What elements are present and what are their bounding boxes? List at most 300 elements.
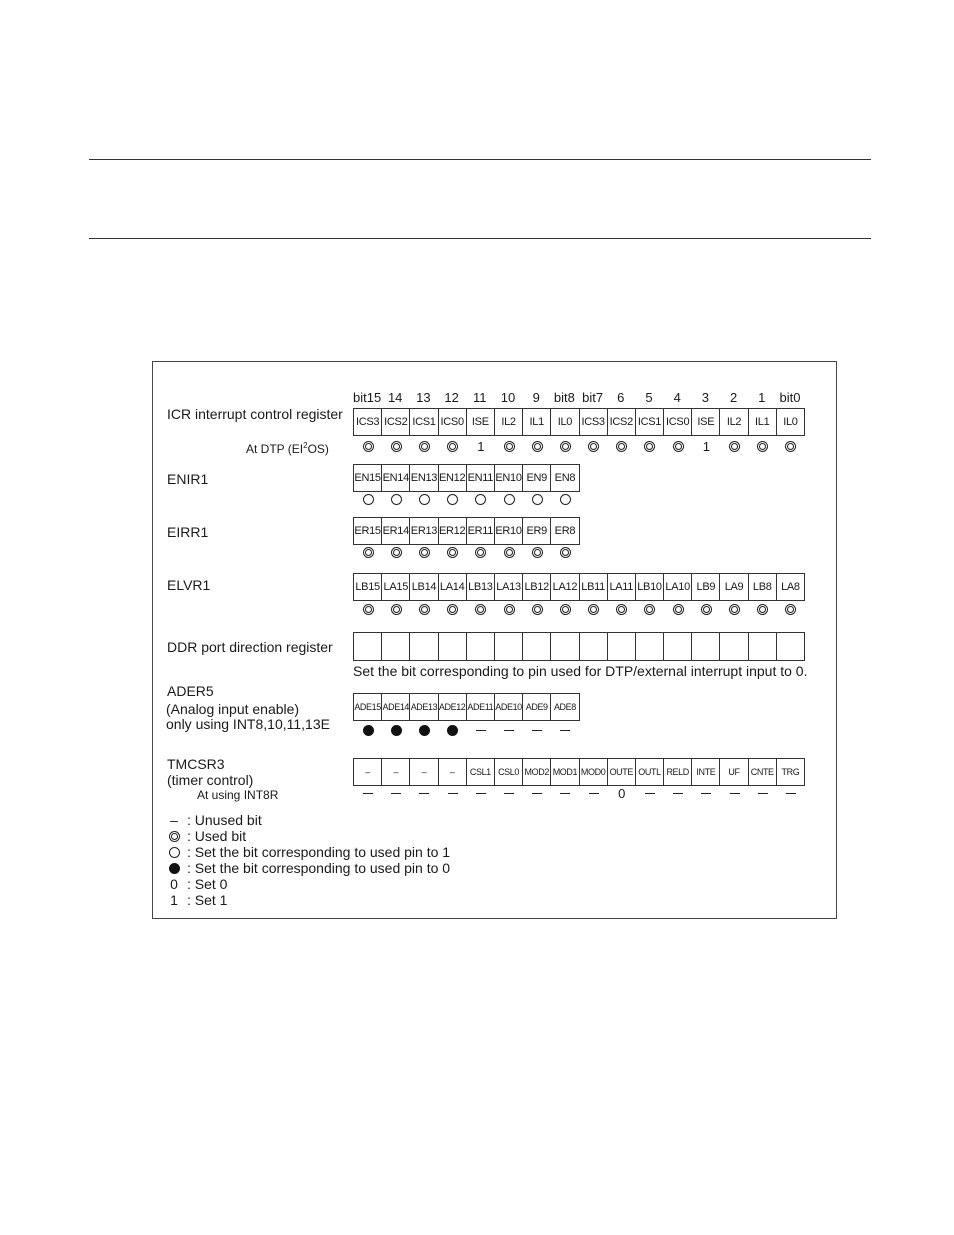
dash-icon xyxy=(673,793,683,794)
elvr1-bit-cell: LA8 xyxy=(777,574,805,600)
used-bit-icon xyxy=(560,604,571,615)
legend-text: : Unused bit xyxy=(187,812,262,828)
eirr1-mark xyxy=(410,545,438,559)
used-bit-icon xyxy=(419,604,430,615)
used-bit-icon xyxy=(475,547,486,558)
enir1-mark xyxy=(354,492,382,506)
enir1-bit-cell: EN8 xyxy=(551,465,579,491)
used-bit-icon xyxy=(419,547,430,558)
used-bit-icon xyxy=(644,441,655,452)
tmcsr3-mark xyxy=(410,786,438,800)
enir1-mark xyxy=(382,492,410,506)
ader5-mark xyxy=(551,723,579,737)
icr-bit-cell: ICS0 xyxy=(439,409,467,435)
ddr-bit-cell xyxy=(495,633,523,660)
dash-icon xyxy=(758,793,768,794)
ddr-bit-cell xyxy=(608,633,636,660)
used-bit-icon xyxy=(673,441,684,452)
ader5-bit-cell: ADE9 xyxy=(523,694,551,720)
elvr1-bit-cell: LA15 xyxy=(382,574,410,600)
dash-icon xyxy=(589,793,599,794)
filled-circle-icon xyxy=(419,725,430,736)
filled-circle-icon xyxy=(363,725,374,736)
tmcsr3-mark xyxy=(382,786,410,800)
enir1-mark xyxy=(495,492,523,506)
legend-item xyxy=(167,876,227,892)
used-bit-icon xyxy=(363,604,374,615)
elvr1-bit-cell: LA13 xyxy=(495,574,523,600)
legend-symbol: – xyxy=(170,812,178,828)
open-circle-icon xyxy=(475,494,486,505)
dash-icon xyxy=(448,793,458,794)
icr-bit-cell: ICS1 xyxy=(636,409,664,435)
elvr1-mark xyxy=(523,602,551,616)
ddr-bit-cell xyxy=(551,633,579,660)
legend-text: : Set 0 xyxy=(187,876,228,892)
ader5-register xyxy=(353,693,580,721)
legend-item xyxy=(167,860,450,876)
elvr1-bit-cell: LB15 xyxy=(354,574,382,600)
tmcsr3-register xyxy=(353,758,805,786)
elvr1-bit-cell: LB14 xyxy=(410,574,438,600)
dash-icon xyxy=(476,730,486,731)
used-bit-icon xyxy=(560,441,571,452)
icr-mark xyxy=(636,439,664,453)
legend-item xyxy=(167,828,246,844)
tmcsr3-bit-cell: CNTE xyxy=(749,759,777,785)
icr-marks xyxy=(354,439,805,453)
ddr-bit-cell xyxy=(410,633,438,660)
elvr1-mark xyxy=(664,602,692,616)
ddr-bit-cell xyxy=(692,633,720,660)
elvr1-mark xyxy=(551,602,579,616)
tmcsr3-mark xyxy=(467,786,495,800)
enir1-mark xyxy=(439,492,467,506)
open-circle-icon xyxy=(169,847,180,858)
bit-number: 14 xyxy=(387,390,403,405)
enir1-bit-cell: EN9 xyxy=(523,465,551,491)
tmcsr3-bit-cell: CSL1 xyxy=(467,759,495,785)
elvr1-bit-cell: LA9 xyxy=(720,574,748,600)
icr-mark xyxy=(664,439,692,453)
eirr1-bit-cell: ER12 xyxy=(439,518,467,544)
ader5-mark xyxy=(495,723,523,737)
icr-bit-cell: IL2 xyxy=(720,409,748,435)
icr-mark xyxy=(354,439,382,453)
dash-icon xyxy=(363,793,373,794)
used-bit-icon xyxy=(673,604,684,615)
icr-bit-cell: ICS3 xyxy=(580,409,608,435)
icr-mark xyxy=(692,439,720,453)
tmcsr3-bit-cell: – xyxy=(382,759,410,785)
open-circle-icon xyxy=(447,494,458,505)
tmcsr3-sub1: (timer control) xyxy=(167,772,254,788)
ader5-mark xyxy=(354,723,382,737)
eirr1-mark xyxy=(495,545,523,559)
tmcsr3-marks xyxy=(354,786,805,800)
used-bit-icon xyxy=(616,604,627,615)
used-bit-icon xyxy=(729,604,740,615)
tmcsr3-mark xyxy=(692,786,720,800)
icr-mark xyxy=(382,439,410,453)
enir1-mark xyxy=(410,492,438,506)
ddr-bit-cell xyxy=(664,633,692,660)
used-bit-icon xyxy=(391,547,402,558)
elvr1-bit-cell: LA11 xyxy=(608,574,636,600)
dash-icon xyxy=(532,793,542,794)
eirr1-mark xyxy=(467,545,495,559)
bit-number: 11 xyxy=(473,390,487,405)
filled-circle-icon xyxy=(391,725,402,736)
bit-number: 2 xyxy=(729,390,738,405)
used-bit-icon xyxy=(504,441,515,452)
tmcsr3-bit-cell: INTE xyxy=(692,759,720,785)
eirr1-label: EIRR1 xyxy=(167,524,209,540)
dash-icon xyxy=(701,793,711,794)
open-circle-icon xyxy=(391,494,402,505)
enir1-bit-cell: EN15 xyxy=(354,465,382,491)
icr-bit-cell: ICS2 xyxy=(608,409,636,435)
tmcsr3-bit-cell: MOD2 xyxy=(523,759,551,785)
value-mark: 1 xyxy=(477,438,485,454)
used-bit-icon xyxy=(419,441,430,452)
legend-item xyxy=(167,812,262,828)
ddr-bit-cell xyxy=(523,633,551,660)
used-bit-icon xyxy=(447,604,458,615)
ddr-bit-cell xyxy=(354,633,382,660)
eirr1-bit-cell: ER8 xyxy=(551,518,579,544)
used-bit-icon xyxy=(447,441,458,452)
icr-mark xyxy=(749,439,777,453)
enir1-marks xyxy=(354,492,580,506)
enir1-mark xyxy=(523,492,551,506)
ader5-mark xyxy=(467,723,495,737)
ddr-bit-cell xyxy=(777,633,805,660)
tmcsr3-bit-cell: CSL0 xyxy=(495,759,523,785)
dash-icon xyxy=(560,793,570,794)
ader5-mark xyxy=(410,723,438,737)
legend-text: : Set the bit corresponding to used pin to 1 xyxy=(187,844,451,860)
icr-mark xyxy=(777,439,805,453)
ader5-bit-cell: ADE13 xyxy=(410,694,438,720)
elvr1-register xyxy=(353,573,805,601)
ader5-label: ADER5 xyxy=(167,683,214,699)
elvr1-mark xyxy=(692,602,720,616)
legend-item xyxy=(167,844,450,860)
used-bit-icon xyxy=(588,604,599,615)
tmcsr3-mark xyxy=(354,786,382,800)
tmcsr3-bit-cell: OUTL xyxy=(636,759,664,785)
eirr1-register xyxy=(353,517,580,545)
tmcsr3-mark xyxy=(664,786,692,800)
elvr1-bit-cell: LA12 xyxy=(551,574,579,600)
ddr-register xyxy=(353,632,805,661)
open-circle-icon xyxy=(419,494,430,505)
enir1-bit-cell: EN14 xyxy=(382,465,410,491)
used-bit-icon xyxy=(504,604,515,615)
eirr1-mark xyxy=(354,545,382,559)
elvr1-bit-cell: LB8 xyxy=(749,574,777,600)
tmcsr3-mark xyxy=(580,786,608,800)
enir1-bit-cell: EN11 xyxy=(467,465,495,491)
ader5-sub2: only using INT8,10,11,13E xyxy=(166,716,330,732)
elvr1-bit-cell: LB11 xyxy=(580,574,608,600)
open-circle-icon xyxy=(560,494,571,505)
icr-note xyxy=(246,439,329,456)
elvr1-mark xyxy=(608,602,636,616)
value-mark: 0 xyxy=(618,785,626,801)
icr-mark xyxy=(410,439,438,453)
icr-bit-cell: IL2 xyxy=(495,409,523,435)
bit-number: 12 xyxy=(444,390,459,405)
value-mark: 1 xyxy=(702,438,710,454)
ader5-bit-cell: ADE8 xyxy=(551,694,579,720)
eirr1-bit-cell: ER10 xyxy=(495,518,523,544)
used-bit-icon xyxy=(644,604,655,615)
ader5-bit-cell: ADE15 xyxy=(354,694,382,720)
tmcsr3-mark xyxy=(495,786,523,800)
used-bit-icon xyxy=(363,441,374,452)
icr-mark xyxy=(551,439,579,453)
enir1-mark xyxy=(551,492,579,506)
ddr-bit-cell xyxy=(382,633,410,660)
eirr1-mark xyxy=(551,545,579,559)
elvr1-mark xyxy=(749,602,777,616)
legend-symbol: 0 xyxy=(170,876,178,892)
icr-mark xyxy=(608,439,636,453)
used-bit-icon xyxy=(588,441,599,452)
elvr1-mark xyxy=(382,602,410,616)
eirr1-mark xyxy=(523,545,551,559)
ader5-sub1: (Analog input enable) xyxy=(166,701,300,717)
used-bit-icon xyxy=(475,604,486,615)
filled-circle-icon xyxy=(169,863,180,874)
ddr-label: DDR port direction register xyxy=(167,639,333,655)
ddr-note: Set the bit corresponding to pin used for DTP/external interrupt input to 0. xyxy=(353,663,808,679)
dash-icon xyxy=(730,793,740,794)
elvr1-bit-cell: LB10 xyxy=(636,574,664,600)
elvr1-mark xyxy=(720,602,748,616)
tmcsr3-bit-cell: MOD0 xyxy=(580,759,608,785)
dash-icon xyxy=(391,793,401,794)
bit-number: 1 xyxy=(758,390,766,405)
icr-bit-cell: ISE xyxy=(692,409,720,435)
elvr1-mark xyxy=(636,602,664,616)
eirr1-bit-cell: ER13 xyxy=(410,518,438,544)
bit-number: bit8 xyxy=(553,390,575,405)
elvr1-mark xyxy=(439,602,467,616)
used-bit-icon xyxy=(169,831,180,842)
legend-symbol: 1 xyxy=(170,892,178,908)
tmcsr3-mark xyxy=(439,786,467,800)
elvr1-mark xyxy=(354,602,382,616)
tmcsr3-mark xyxy=(749,786,777,800)
icr-bit-cell: IL0 xyxy=(551,409,579,435)
tmcsr3-bit-cell: MOD1 xyxy=(551,759,579,785)
elvr1-bit-cell: LA10 xyxy=(664,574,692,600)
ader5-bit-cell: ADE11 xyxy=(467,694,495,720)
legend-text: : Used bit xyxy=(187,828,247,844)
legend-item xyxy=(167,892,227,908)
used-bit-icon xyxy=(701,604,712,615)
tmcsr3-bit-cell: – xyxy=(354,759,382,785)
used-bit-icon xyxy=(785,604,796,615)
bit-number: 13 xyxy=(416,390,431,405)
icr-bit-cell: IL1 xyxy=(523,409,551,435)
used-bit-icon xyxy=(560,547,571,558)
icr-note-sup: 2 xyxy=(303,441,308,450)
eirr1-mark xyxy=(439,545,467,559)
dash-icon xyxy=(476,793,486,794)
tmcsr3-mark xyxy=(720,786,748,800)
elvr1-mark xyxy=(467,602,495,616)
legend-symbol xyxy=(167,831,181,842)
bottom-rule xyxy=(89,238,871,239)
used-bit-icon xyxy=(532,547,543,558)
used-bit-icon xyxy=(532,604,543,615)
legend-symbol xyxy=(167,863,181,874)
used-bit-icon xyxy=(391,441,402,452)
elvr1-bit-cell: LB9 xyxy=(692,574,720,600)
tmcsr3-mark xyxy=(636,786,664,800)
tmcsr3-mark xyxy=(523,786,551,800)
icr-label: ICR interrupt control register xyxy=(167,406,343,422)
elvr1-bit-cell: LB12 xyxy=(523,574,551,600)
bit-number: bit0 xyxy=(779,390,801,405)
ader5-marks xyxy=(354,723,580,737)
tmcsr3-bit-cell: OUTE xyxy=(608,759,636,785)
elvr1-bit-cell: LB13 xyxy=(467,574,495,600)
icr-bit-cell: ISE xyxy=(467,409,495,435)
eirr1-bit-cell: ER9 xyxy=(523,518,551,544)
tmcsr3-sub2: At using INT8R xyxy=(197,788,279,802)
enir1-mark xyxy=(467,492,495,506)
dash-icon xyxy=(504,730,514,731)
used-bit-icon xyxy=(447,547,458,558)
elvr1-bit-cell: LA14 xyxy=(439,574,467,600)
used-bit-icon xyxy=(363,547,374,558)
elvr1-marks xyxy=(354,602,805,616)
icr-note-prefix: At DTP (EI xyxy=(246,442,304,456)
used-bit-icon xyxy=(532,441,543,452)
icr-bit-cell: ICS3 xyxy=(354,409,382,435)
tmcsr3-bit-cell: RELD xyxy=(664,759,692,785)
ader5-bit-cell: ADE10 xyxy=(495,694,523,720)
bit-number: bit7 xyxy=(582,390,604,405)
icr-bit-cell: ICS0 xyxy=(664,409,692,435)
ddr-bit-cell xyxy=(720,633,748,660)
icr-mark xyxy=(439,439,467,453)
open-circle-icon xyxy=(363,494,374,505)
enir1-bit-cell: EN13 xyxy=(410,465,438,491)
eirr1-bit-cell: ER15 xyxy=(354,518,382,544)
ader5-bit-cell: ADE14 xyxy=(382,694,410,720)
tmcsr3-bit-cell: – xyxy=(410,759,438,785)
ader5-mark xyxy=(382,723,410,737)
icr-mark xyxy=(523,439,551,453)
open-circle-icon xyxy=(504,494,515,505)
legend-text: : Set the bit corresponding to used pin to 0 xyxy=(187,860,451,876)
top-rule xyxy=(89,159,871,160)
ddr-bit-cell xyxy=(636,633,664,660)
elvr1-mark xyxy=(580,602,608,616)
ader5-mark xyxy=(523,723,551,737)
used-bit-icon xyxy=(616,441,627,452)
icr-mark xyxy=(580,439,608,453)
dash-icon xyxy=(419,793,429,794)
elvr1-mark xyxy=(777,602,805,616)
dash-icon xyxy=(504,793,514,794)
used-bit-icon xyxy=(729,441,740,452)
ddr-bit-cell xyxy=(749,633,777,660)
dash-icon xyxy=(645,793,655,794)
legend-symbol xyxy=(167,847,181,858)
icr-bit-cell: ICS1 xyxy=(410,409,438,435)
icr-bit-cell: ICS2 xyxy=(382,409,410,435)
ader5-bit-cell: ADE12 xyxy=(439,694,467,720)
icr-mark xyxy=(495,439,523,453)
tmcsr3-mark xyxy=(551,786,579,800)
icr-bit-cell: IL1 xyxy=(749,409,777,435)
ddr-bit-cell xyxy=(580,633,608,660)
bit-number: 3 xyxy=(701,390,709,405)
eirr1-bit-cell: ER11 xyxy=(467,518,495,544)
tmcsr3-mark xyxy=(608,786,636,800)
bit-number: 4 xyxy=(673,390,681,405)
icr-bit-cell: IL0 xyxy=(777,409,805,435)
bit-number: 9 xyxy=(532,390,540,405)
elvr1-mark xyxy=(495,602,523,616)
icr-note-suffix: OS) xyxy=(307,442,329,456)
tmcsr3-bit-cell: UF xyxy=(720,759,748,785)
icr-register xyxy=(353,408,805,436)
eirr1-bit-cell: ER14 xyxy=(382,518,410,544)
ader5-mark xyxy=(439,723,467,737)
bit-number: 6 xyxy=(617,390,625,405)
filled-circle-icon xyxy=(447,725,458,736)
used-bit-icon xyxy=(391,604,402,615)
enir1-label: ENIR1 xyxy=(167,471,209,487)
enir1-bit-cell: EN10 xyxy=(495,465,523,491)
bit-number: 10 xyxy=(500,390,516,405)
tmcsr3-label: TMCSR3 xyxy=(167,756,225,772)
enir1-register xyxy=(353,464,580,492)
used-bit-icon xyxy=(504,547,515,558)
tmcsr3-bit-cell: – xyxy=(439,759,467,785)
enir1-bit-cell: EN12 xyxy=(439,465,467,491)
elvr1-mark xyxy=(410,602,438,616)
legend-text: : Set 1 xyxy=(187,892,228,908)
dash-icon xyxy=(560,730,570,731)
elvr1-label: ELVR1 xyxy=(167,577,211,593)
eirr1-mark xyxy=(382,545,410,559)
icr-mark xyxy=(467,439,495,453)
ddr-bit-cell xyxy=(439,633,467,660)
icr-mark xyxy=(720,439,748,453)
used-bit-icon xyxy=(757,441,768,452)
ddr-bit-cell xyxy=(467,633,495,660)
bit-number: 5 xyxy=(645,390,653,405)
open-circle-icon xyxy=(532,494,543,505)
tmcsr3-bit-cell: TRG xyxy=(777,759,805,785)
used-bit-icon xyxy=(757,604,768,615)
used-bit-icon xyxy=(785,441,796,452)
bit-number: bit15 xyxy=(353,390,382,405)
dash-icon xyxy=(532,730,542,731)
dash-icon xyxy=(786,793,796,794)
eirr1-marks xyxy=(354,545,580,559)
tmcsr3-mark xyxy=(777,786,805,800)
